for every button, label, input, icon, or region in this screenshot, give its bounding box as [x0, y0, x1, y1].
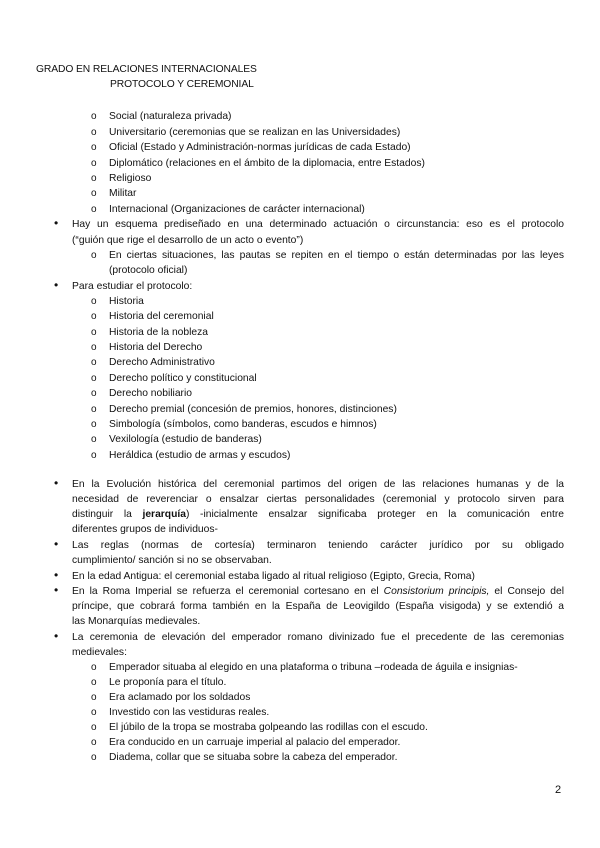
text-run: En la Roma Imperial se refuerza el ceremonial cortesano en el — [72, 586, 384, 597]
list-item: Social (naturaleza privada) — [109, 111, 232, 122]
sub-bullet: o — [91, 677, 97, 688]
sub-bullet: o — [91, 127, 97, 138]
sub-bullet: o — [91, 419, 97, 430]
list-item: Universitario (ceremonias que se realizan en las Universidades) — [109, 127, 401, 138]
sub-bullet: o — [91, 450, 97, 461]
list-item: Historia — [109, 296, 144, 307]
list-item: Era conducido en un carruaje imperial al palacio del emperador. — [109, 737, 401, 748]
paragraph-line: En la Evolución histórica del ceremonial partimos del origen de las relaciones humanas y de la — [72, 479, 564, 490]
list-item: Era aclamado por los soldados — [109, 692, 251, 703]
sub-bullet: o — [91, 327, 97, 338]
header-degree: GRADO EN RELACIONES INTERNACIONALES — [36, 64, 257, 75]
paragraph-line: (protocolo oficial) — [109, 265, 188, 276]
paragraph-line: cumplimiento/ sanción si no se observaban. — [72, 555, 272, 566]
sub-bullet: o — [91, 188, 97, 199]
sub-bullet: o — [91, 173, 97, 184]
page-number: 2 — [555, 784, 562, 796]
sub-bullet: o — [91, 296, 97, 307]
sub-bullet: o — [91, 111, 97, 122]
sub-bullet: o — [91, 692, 97, 703]
list-item: Derecho Administrativo — [109, 357, 215, 368]
sub-bullet: o — [91, 373, 97, 384]
sub-bullet: o — [91, 204, 97, 215]
sub-bullet: o — [91, 388, 97, 399]
paragraph-line: La ceremonia de elevación del emperador romano divinizado fue el precedente de las ceremonias — [72, 632, 564, 643]
sub-bullet: o — [91, 357, 97, 368]
emphasis-jerarquia: jerarquía — [142, 509, 186, 520]
paragraph-line: En la edad Antigua: el ceremonial estaba ligado al ritual religioso (Egipto, Grecia, Roma) — [72, 571, 475, 582]
sub-bullet: o — [91, 342, 97, 353]
emphasis-consistorium: Consistorium principis, — [383, 586, 490, 597]
list-item: Historia del ceremonial — [109, 311, 214, 322]
list-item: Historia de la nobleza — [109, 327, 209, 338]
list-item: Oficial (Estado y Administración-normas jurídicas de cada Estado) — [109, 142, 411, 153]
main-bullet: • — [54, 476, 59, 490]
main-bullet: • — [54, 537, 59, 551]
paragraph-line: necesidad de reverenciar o ensalzar ciertas personalidades (ceremonial y protocolo sirven para — [72, 494, 564, 505]
sub-bullet: o — [91, 434, 97, 445]
list-item: Le proponía para el título. — [109, 677, 227, 688]
list-item: Internacional (Organizaciones de carácter internacional) — [109, 204, 365, 215]
list-item: Militar — [109, 188, 137, 199]
paragraph-line: Hay un esquema prediseñado en una determinado actuación o circunstancia: eso es el protocolo — [72, 219, 564, 230]
header-subject: PROTOCOLO Y CEREMONIAL — [110, 79, 254, 90]
text-run: el Consejo del — [489, 586, 564, 597]
sub-bullet: o — [91, 142, 97, 153]
list-item: Diplomático (relaciones en el ámbito de la diplomacia, entre Estados) — [109, 158, 425, 169]
list-item: Derecho premial (concesión de premios, honores, distinciones) — [109, 404, 397, 415]
paragraph-line — [72, 507, 564, 522]
paragraph-line: En ciertas situaciones, las pautas se repiten en el tiempo o están determinadas por las leyes — [109, 250, 564, 261]
text-run: ) -inicialmente ensalzar significaba proteger en la comunicación entre — [185, 509, 564, 520]
main-bullet: • — [54, 629, 59, 643]
sub-bullet: o — [91, 158, 97, 169]
list-item: Diadema, collar que se situaba sobre la cabeza del emperador. — [109, 752, 398, 763]
list-item: Simbología (símbolos, como banderas, escudos e himnos) — [109, 419, 377, 430]
paragraph-line: las Monarquías medievales. — [72, 616, 201, 627]
list-item: Emperador situaba al elegido en una plataforma o tribuna –rodeada de águila e insignias- — [109, 662, 518, 673]
list-item: Religioso — [109, 173, 152, 184]
list-item: El júbilo de la tropa se mostraba golpeando las rodillas con el escudo. — [109, 722, 428, 733]
paragraph-line: (“guión que rige el desarrollo de un acto o evento”) — [72, 235, 304, 246]
sub-bullet: o — [91, 662, 97, 673]
text-run: distinguir la — [72, 509, 143, 520]
paragraph-line — [72, 584, 564, 599]
main-bullet: • — [54, 278, 59, 292]
list-item: Investido con las vestiduras reales. — [109, 707, 270, 718]
sub-bullet: o — [91, 250, 97, 261]
main-bullet: • — [54, 216, 59, 230]
paragraph-line: medievales: — [72, 647, 127, 658]
sub-bullet: o — [91, 722, 97, 733]
list-item: Derecho nobiliario — [109, 388, 192, 399]
sub-bullet: o — [91, 311, 97, 322]
main-bullet: • — [54, 583, 59, 597]
sub-bullet: o — [91, 404, 97, 415]
list-item: Vexilología (estudio de banderas) — [109, 434, 262, 445]
paragraph-line: príncipe, que cobrará forma también en la España de Leovigildo (España visigoda) y se extendió a — [72, 601, 564, 612]
list-item: Derecho político y constitucional — [109, 373, 257, 384]
paragraph-line: diferentes grupos de individuos- — [72, 524, 218, 535]
sub-bullet: o — [91, 707, 97, 718]
sub-bullet: o — [91, 737, 97, 748]
paragraph-line: Las reglas (normas de cortesía) terminaron teniendo carácter jurídico por su obligado — [72, 540, 564, 551]
list-item: Heráldica (estudio de armas y escudos) — [109, 450, 291, 461]
sub-bullet: o — [91, 752, 97, 763]
list-item: Historia del Derecho — [109, 342, 203, 353]
paragraph-line: Para estudiar el protocolo: — [72, 281, 193, 292]
main-bullet: • — [54, 568, 59, 582]
